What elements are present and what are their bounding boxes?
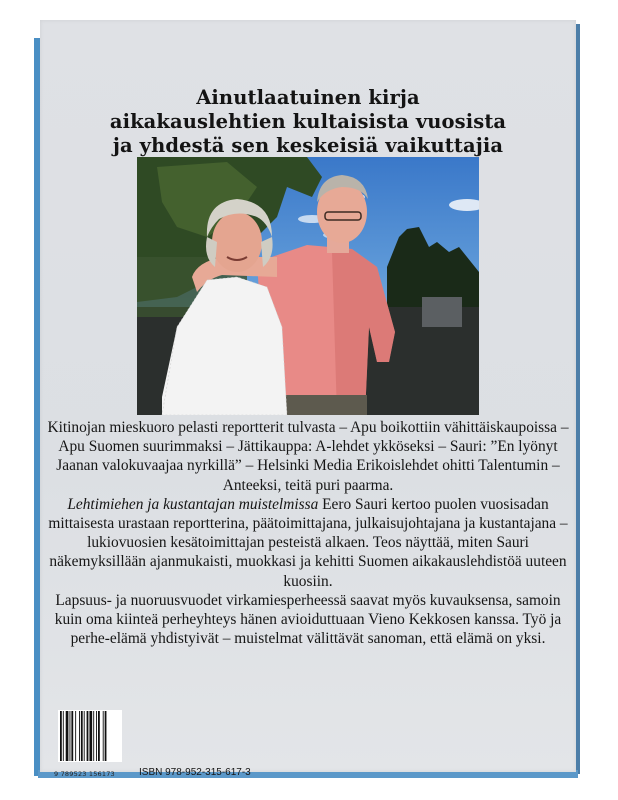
blurb-paragraph-2-text: Eero Sauri kertoo puolen vuosisadan mittaisesta urastaan reportterina, päätoimittajana, julkaisujohtajana ja kustantajana – lukiovuosien kesätoimittajan pesteistä alkaen. Teos näyttää, miten Sauri näkemyksillään ajanmukaisti, muokkasi ja kehitti Suomen aikakauslehdistöä uuteen kuosiin. — [48, 495, 568, 590]
headline-line-3: ja yhdestä sen keskeisiä vaikuttajia — [112, 134, 504, 157]
barcode-bar — [93, 711, 94, 761]
barcode-bar — [98, 711, 100, 761]
blurb-paragraph-2 — [40, 495, 576, 591]
barcode-bar — [84, 711, 85, 761]
barcode-bar — [60, 711, 62, 761]
barcode-bar — [81, 711, 83, 761]
couple-photo-illustration — [137, 157, 479, 415]
barcode-bar — [89, 711, 92, 761]
barcode-bar — [96, 711, 97, 761]
cover-headline — [40, 86, 576, 158]
building — [422, 297, 462, 327]
blurb-paragraph-1: Kitinojan mieskuoro pelasti reportterit tulvasta – Apu boikottiin vähittäiskaupoissa – Apu Suomen suurimmaksi – Jättikauppa: A-lehdet ykköseksi – Sauri: ”En lyönyt Jaanan valokuvaajaa nyrkillä” – Helsinki Media Erikoislehdet ohitti Talentumin – Anteeksi, teitä puri paarma. — [47, 419, 569, 494]
barcode-bar — [71, 711, 73, 761]
barcode-bar — [66, 711, 69, 761]
barcode-number: 9 789523 156173 — [54, 770, 115, 778]
cover-photo-couple — [137, 157, 479, 415]
blurb-paragraph-3: Lapsuus- ja nuoruusvuodet virkamiesperheessä saavat myös kuvauksensa, samoin kuin oma kiinteä perheyhteys hänen avioiduttuaan Vieno Kekkosen kanssa. Työ ja perhe-elämä yhdistyivät – muistelmat välittävät sanoman, että elämä on yksi. — [54, 591, 562, 648]
isbn-label: ISBN 978-952-315-617-3 — [139, 767, 251, 778]
barcode-bar — [75, 711, 76, 761]
barcode — [58, 710, 122, 762]
barcode-bar — [79, 711, 80, 761]
barcode-bar — [63, 711, 64, 761]
cover-blurb — [40, 418, 576, 648]
blurb-italic-title: Lehtimiehen ja kustantajan muistelmissa — [67, 495, 319, 513]
barcode-bar — [105, 711, 107, 761]
cloud — [449, 199, 479, 211]
barcode-bar — [103, 711, 104, 761]
headline-line-1: Ainutlaatuinen kirja — [196, 86, 420, 109]
barcode-bar — [70, 711, 71, 761]
book-back-cover — [40, 20, 576, 778]
headline-line-2: aikakauslehtien kultaisista vuosista — [109, 110, 507, 133]
barcode-bar — [87, 711, 89, 761]
woman-head — [212, 212, 262, 272]
